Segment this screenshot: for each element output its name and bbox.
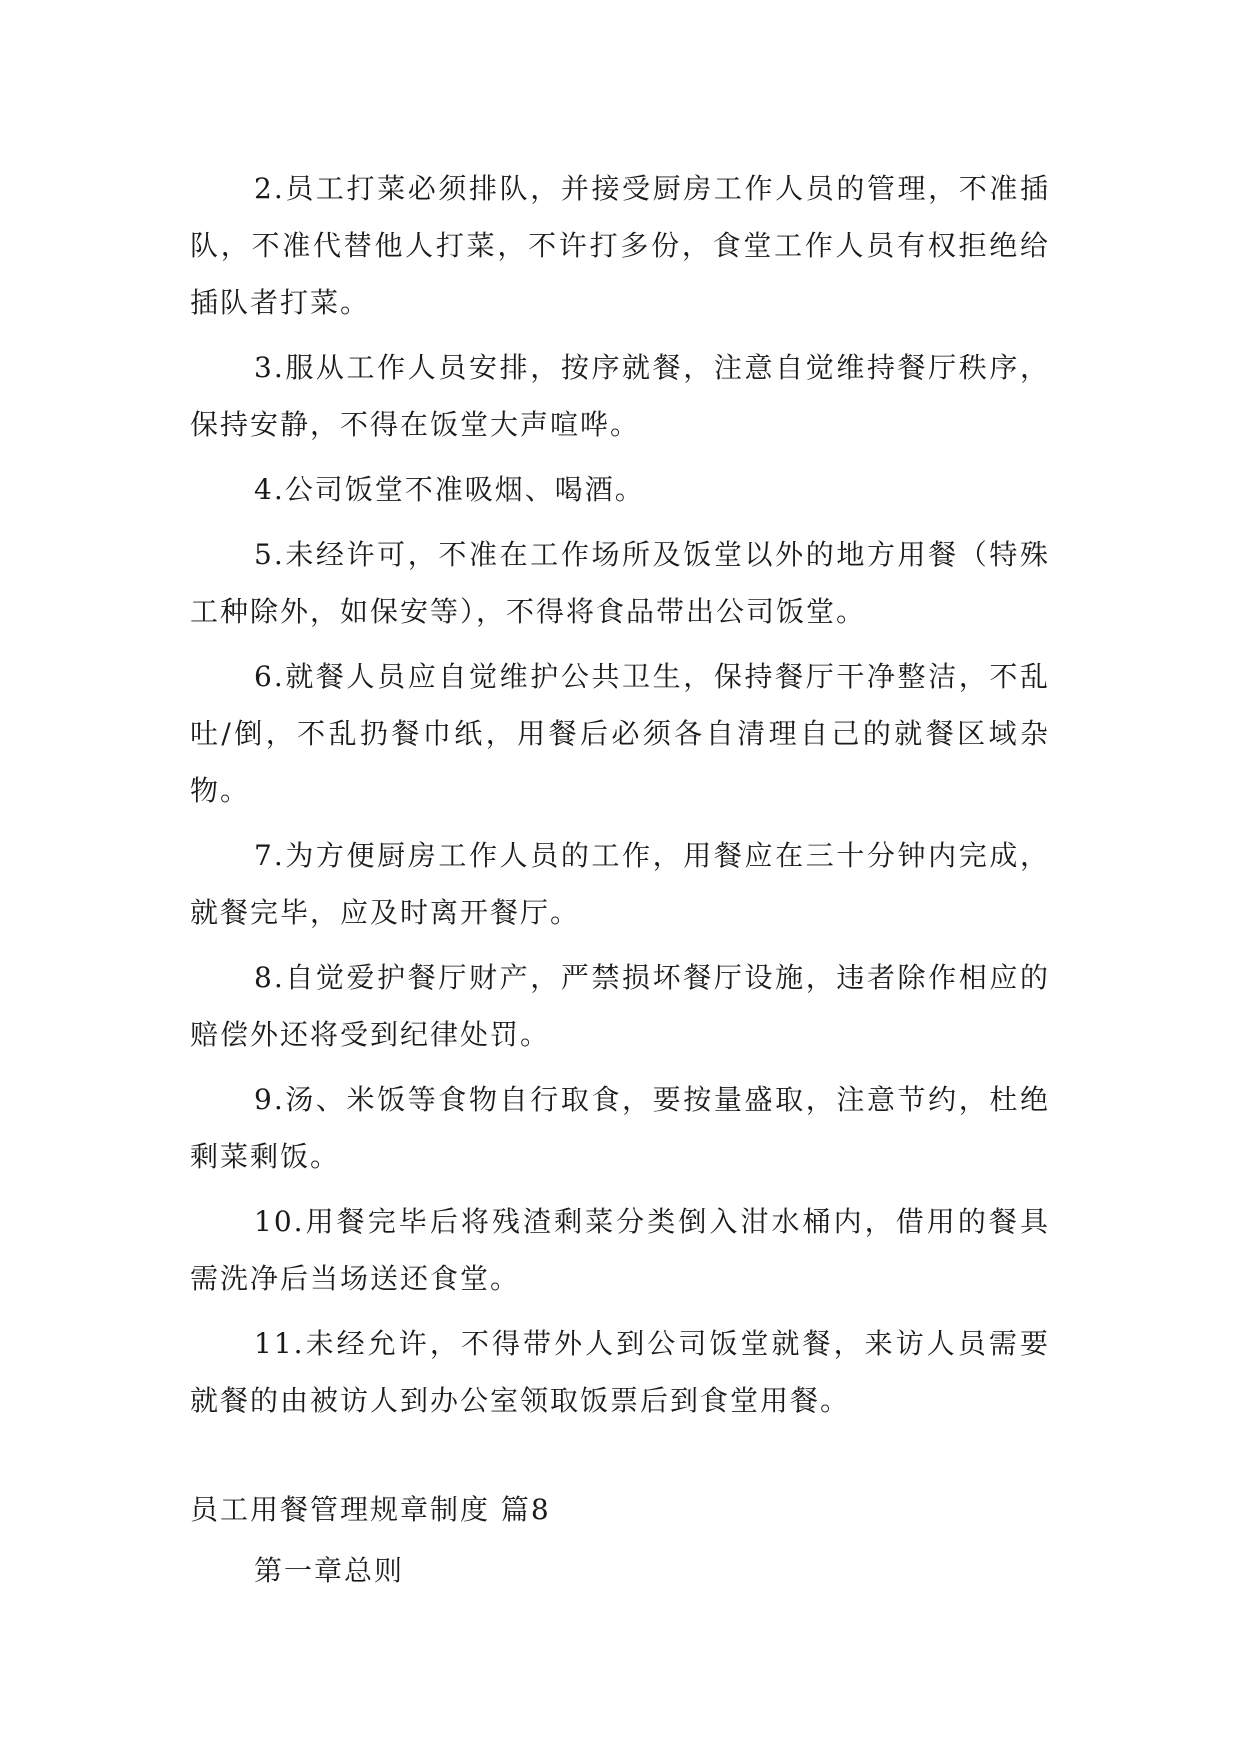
document-body [190, 160, 1050, 1599]
rule-paragraph-11: 11.未经允许，不得带外人到公司饭堂就餐，来访人员需要就餐的由被访人到办公室领取饭票后到食堂用餐。 [190, 1327, 1050, 1417]
rule-paragraph-10: 10.用餐完毕后将残渣剩菜分类倒入泔水桶内，借用的餐具需洗净后当场送还食堂。 [190, 1205, 1050, 1295]
rule-paragraph-3: 3.服从工作人员安排，按序就餐，注意自觉维持餐厅秩序，保持安静，不得在饭堂大声喧哗。 [190, 351, 1050, 441]
rule-paragraph-7: 7.为方便厨房工作人员的工作，用餐应在三十分钟内完成，就餐完毕，应及时离开餐厅。 [190, 839, 1050, 929]
section-title: 员工用餐管理规章制度 篇8 [190, 1493, 551, 1526]
rule-paragraph-6: 6.就餐人员应自觉维护公共卫生，保持餐厅干净整洁，不乱吐/倒，不乱扔餐巾纸，用餐后必须各自清理自己的就餐区域杂物。 [190, 660, 1050, 807]
rule-paragraph-2: 2.员工打菜必须排队，并接受厨房工作人员的管理，不准插队，不准代替他人打菜，不许打多份，食堂工作人员有权拒绝给插队者打菜。 [190, 172, 1050, 319]
chapter-heading: 第一章总则 [254, 1554, 405, 1587]
rule-paragraph-5: 5.未经许可，不准在工作场所及饭堂以外的地方用餐（特殊工种除外，如保安等），不得将食品带出公司饭堂。 [190, 538, 1050, 628]
rule-paragraph-4: 4.公司饭堂不准吸烟、喝酒。 [254, 473, 645, 506]
rule-paragraph-8: 8.自觉爱护餐厅财产，严禁损坏餐厅设施，违者除作相应的赔偿外还将受到纪律处罚。 [190, 961, 1050, 1051]
rule-paragraph-9: 9.汤、米饭等食物自行取食，要按量盛取，注意节约，杜绝剩菜剩饭。 [190, 1083, 1050, 1173]
